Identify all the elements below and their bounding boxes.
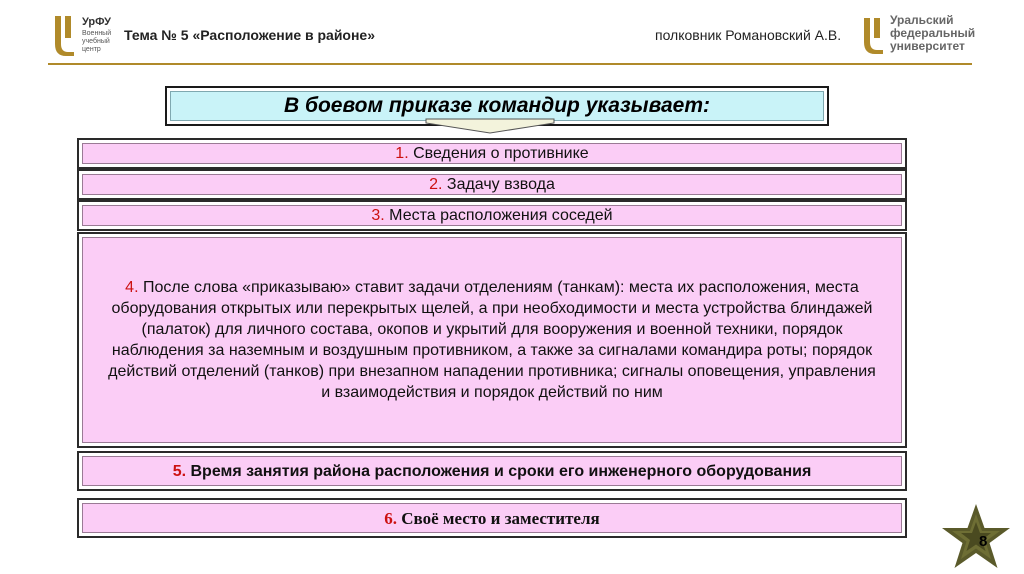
list-item xyxy=(77,498,907,538)
item-text: Сведения о противнике xyxy=(408,145,589,162)
item-text: После слова «приказываю» ставит задачи отделениям (танкам): места их расположения, места оборудования открытых или перекрытых щелей, а при необходимости и места устройства блиндажей (палаток) для личного состава, окопов и укрытий для вооружения и военной техники, порядок наблюдения за наземным и воздушным противником, а также за сигналами командира роты; порядок действий отделений (танков) при внезапном нападении противника; сигналы оповещения, управления и взаимодействия и порядок действий по ним xyxy=(108,279,876,401)
army-star-icon xyxy=(940,502,1012,574)
university-name: Уральский федеральный университет xyxy=(890,13,976,53)
list-item xyxy=(77,232,907,448)
header-divider xyxy=(48,63,972,65)
down-arrow-icon xyxy=(420,118,560,134)
item-number: 6. xyxy=(384,508,398,528)
list-item xyxy=(77,200,907,231)
list-item xyxy=(77,451,907,491)
urfu-emblem-icon xyxy=(52,14,78,58)
logo-org-name: УрФУ xyxy=(82,16,111,28)
item-number: 2. xyxy=(429,176,443,193)
item-text: Своё место и заместителя xyxy=(397,508,600,528)
urfu-vuc-logo xyxy=(52,14,122,60)
logo-subtitle: Военный учебный центр xyxy=(82,30,112,53)
item-text: Задачу взвода xyxy=(442,176,555,193)
item-number: 1. xyxy=(395,145,409,162)
item-text: Время занятия района расположения и сроки его инженерного оборудования xyxy=(186,462,812,480)
item-number: 4. xyxy=(125,279,139,296)
list-item xyxy=(77,169,907,200)
topic-title: Тема № 5 «Расположение в районе» xyxy=(124,27,376,43)
urfu-university-logo xyxy=(862,14,982,60)
page-number: 8 xyxy=(979,533,988,550)
list-item xyxy=(77,138,907,169)
item-number: 3. xyxy=(371,207,385,224)
urfu-emblem-icon xyxy=(862,16,886,56)
item-text: Места расположения соседей xyxy=(384,207,613,224)
item-number: 5. xyxy=(172,462,187,480)
slide-title: В боевом приказе командир указывает: xyxy=(170,91,824,121)
author-name: полковник Романовский А.В. xyxy=(655,27,842,43)
